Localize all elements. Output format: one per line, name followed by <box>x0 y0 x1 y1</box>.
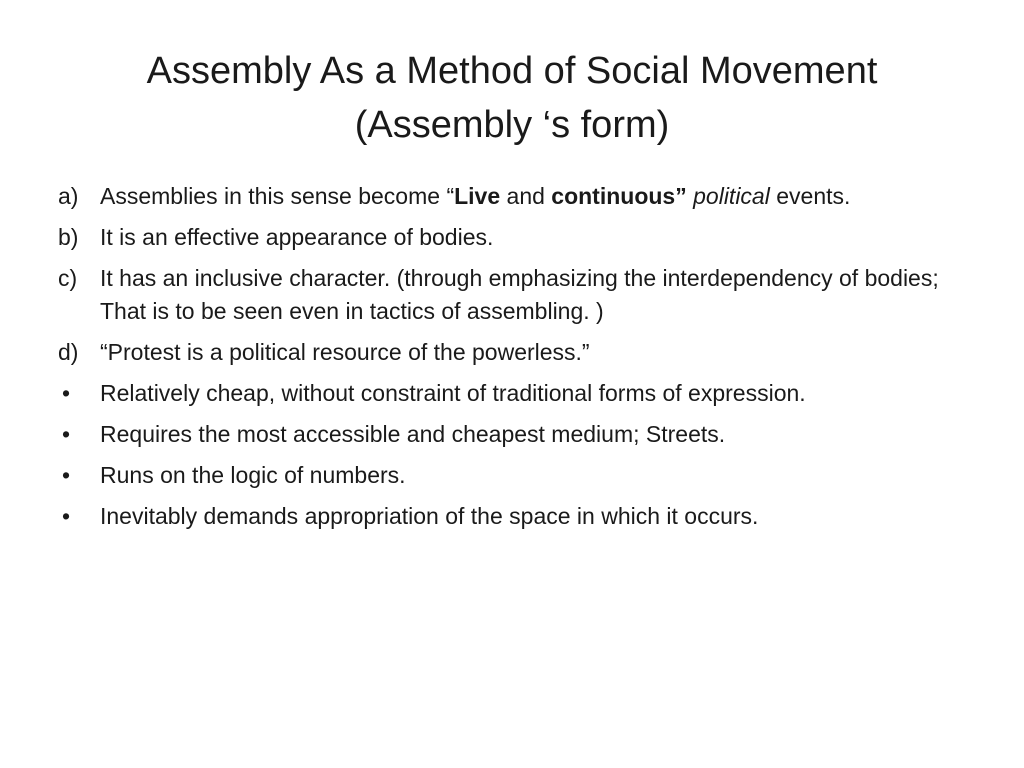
bullet-icon: • <box>62 421 71 447</box>
slide-title-line-1: Assembly As a Method of Social Movement <box>146 50 878 92</box>
list-item-b <box>58 221 958 254</box>
text-run: Assemblies in this sense become “ <box>100 183 455 209</box>
emphasis-live: Live <box>454 183 501 209</box>
list-marker: b) <box>58 224 79 250</box>
emphasis-continuous: continuous” <box>551 183 687 209</box>
list-item-text: Relatively cheap, without constraint of traditional forms of expression. <box>100 380 806 406</box>
slide-title-line-2: (Assembly ‘s form) <box>354 104 670 146</box>
list-marker: a) <box>58 183 79 209</box>
emphasis-political: political <box>693 183 770 209</box>
list-item-bullet-3 <box>58 459 958 492</box>
list-item-a <box>58 180 958 213</box>
list-item-bullet-1 <box>58 377 958 410</box>
list-item-text: Runs on the logic of numbers. <box>100 462 406 488</box>
list-marker: d) <box>58 339 79 365</box>
list-item-c <box>58 262 958 328</box>
list-item-bullet-2 <box>58 418 958 451</box>
list-item-text: “Protest is a political resource of the powerless.” <box>100 339 590 365</box>
list-item-d <box>58 336 958 369</box>
list-item-text: It is an effective appearance of bodies. <box>100 224 494 250</box>
list-item-text: Requires the most accessible and cheapest medium; Streets. <box>100 421 726 447</box>
slide-title <box>60 44 964 152</box>
list-item-text <box>100 183 850 209</box>
list-marker: c) <box>58 265 78 291</box>
bullet-icon: • <box>62 462 71 488</box>
list-item-bullet-4 <box>58 500 958 533</box>
bullet-list <box>58 180 958 541</box>
text-run: and <box>500 183 552 209</box>
bullet-icon: • <box>62 503 71 529</box>
text-run: events. <box>769 183 851 209</box>
list-item-text: It has an inclusive character. (through emphasizing the interdependency of bodies; That is to be seen even in tactics of assembling. ) <box>100 265 939 324</box>
list-item-text: Inevitably demands appropriation of the space in which it occurs. <box>100 503 759 529</box>
bullet-icon: • <box>62 380 71 406</box>
